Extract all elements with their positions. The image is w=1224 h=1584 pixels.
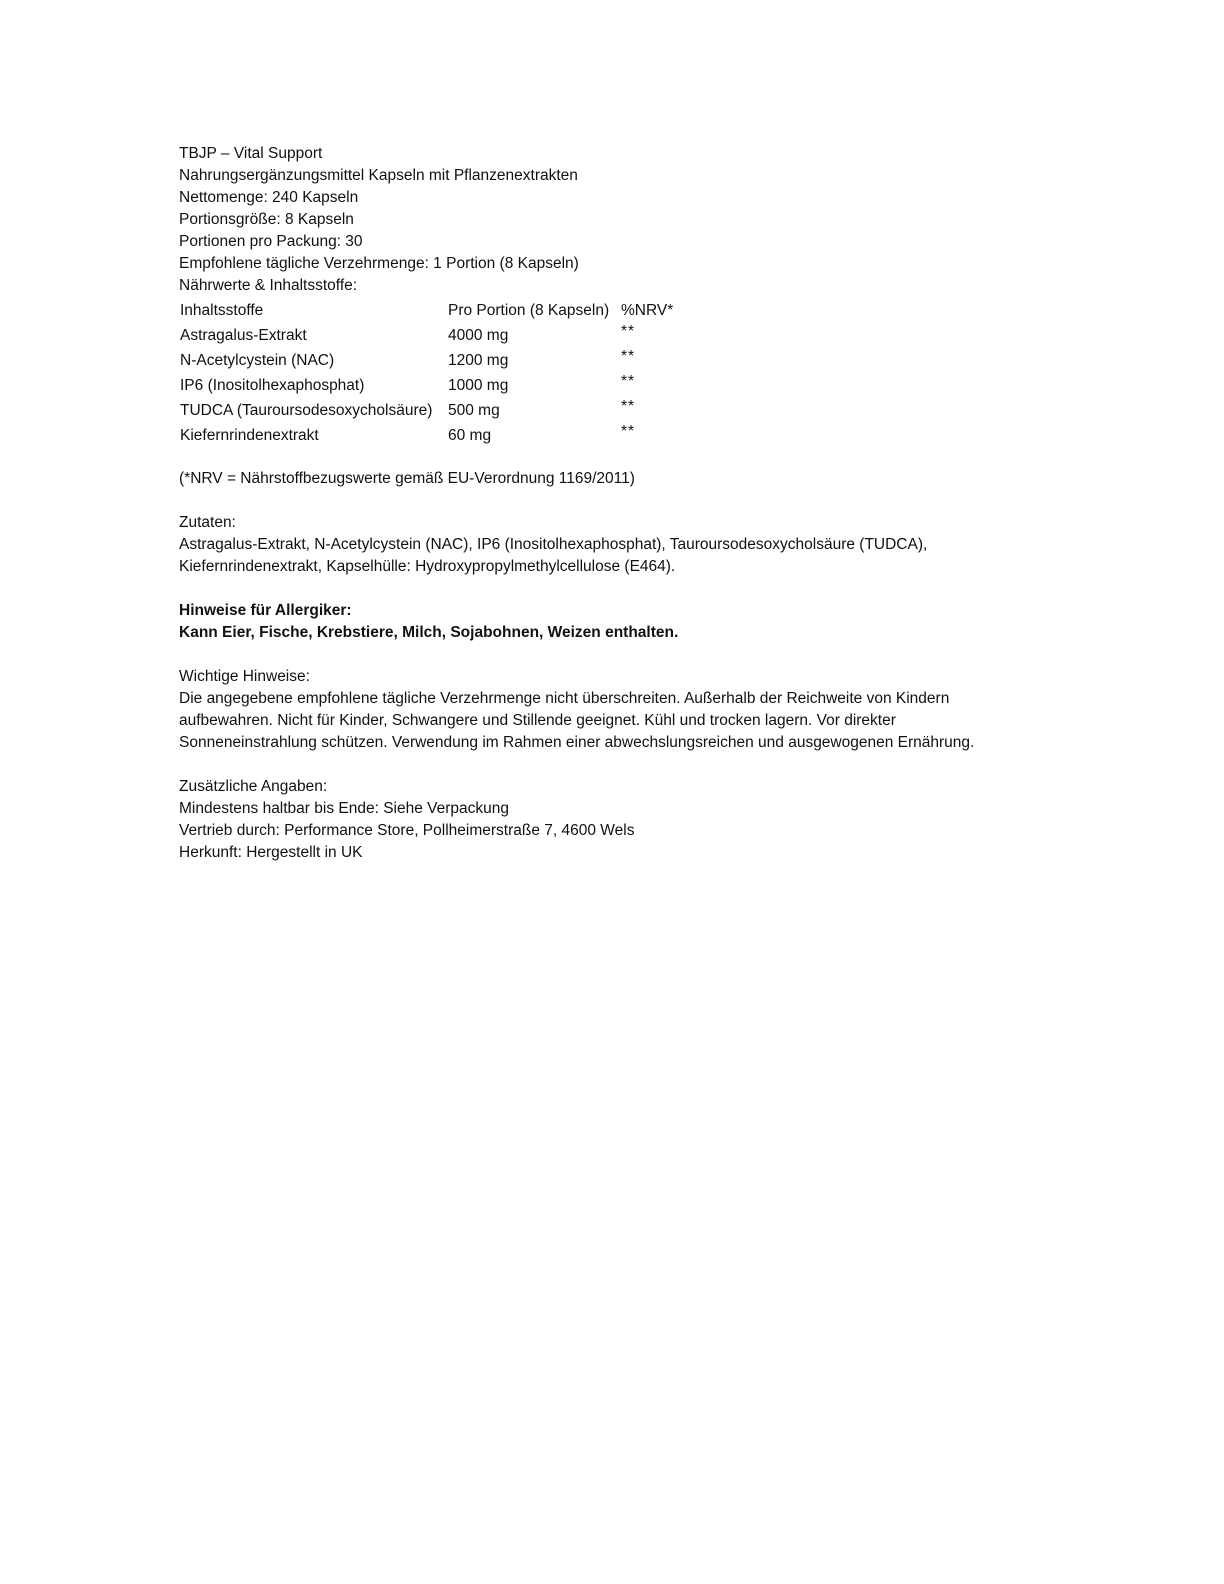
net-quantity: Nettomenge: 240 Kapseln: [179, 189, 359, 206]
ingredient-amount: 1200 mg: [448, 351, 509, 369]
ingredient-name: TUDCA (Tauroursodesoxycholsäure): [180, 401, 433, 419]
ingredient-nrv: [621, 323, 681, 348]
ingredient-nrv: [621, 348, 681, 373]
nutrient-table-header-row: [180, 298, 681, 323]
origin: Herkunft: Hergestellt in UK: [179, 844, 363, 861]
ingredient-name: IP6 (Inositolhexaphosphat): [180, 376, 365, 394]
recommended-daily-intake: Empfohlene tägliche Verzehrmenge: 1 Portion (8 Kapseln): [179, 255, 579, 272]
ingredient-name: Kiefernrindenextrakt: [180, 426, 319, 444]
table-row: [180, 323, 681, 348]
ingredient-nrv: [621, 423, 681, 448]
product-name: TBJP – Vital Support: [179, 145, 323, 162]
nrv-value: **: [621, 397, 636, 415]
nrv-value: **: [621, 322, 636, 340]
ingredient-amount: 500 mg: [448, 401, 500, 419]
additional-info-heading: Zusätzliche Angaben:: [179, 778, 328, 795]
distributor: Vertrieb durch: Performance Store, Pollheimerstraße 7, 4600 Wels: [179, 822, 635, 839]
nrv-value: **: [621, 347, 636, 365]
serving-size: Portionsgröße: 8 Kapseln: [179, 211, 354, 228]
important-notes-line: Die angegebene empfohlene tägliche Verzehrmenge nicht überschreiten. Außerhalb der Reichweite von Kindern: [179, 690, 950, 707]
table-row: [180, 398, 681, 423]
allergy-text: Kann Eier, Fische, Krebstiere, Milch, Sojabohnen, Weizen enthalten.: [179, 624, 679, 641]
ingredient-name: N-Acetylcystein (NAC): [180, 351, 335, 369]
table-row: [180, 373, 681, 398]
nrv-footnote: (*NRV = Nährstoffbezugswerte gemäß EU-Verordnung 1169/2011): [179, 470, 635, 487]
ingredients-heading: Zutaten:: [179, 514, 236, 531]
column-header-ingredient: Inhaltsstoffe: [180, 301, 264, 319]
ingredients-text-line: Astragalus-Extrakt, N-Acetylcystein (NAC), IP6 (Inositolhexaphosphat), Tauroursodesoxycholsäure (TUDCA),: [179, 536, 928, 553]
column-header-per-portion: Pro Portion (8 Kapseln): [448, 301, 610, 319]
label-document: [179, 143, 1059, 864]
column-header-nrv: %NRV*: [621, 301, 674, 319]
nutrient-table: [180, 298, 681, 448]
nutrients-heading: Nährwerte & Inhaltsstoffe:: [179, 277, 358, 294]
best-before: Mindestens haltbar bis Ende: Siehe Verpackung: [179, 800, 510, 817]
ingredient-amount: 60 mg: [448, 426, 492, 444]
important-notes-line: aufbewahren. Nicht für Kinder, Schwangere und Stillende geeignet. Kühl und trocken lagern. Vor direkter: [179, 712, 896, 729]
important-notes-line: Sonneneinstrahlung schützen. Verwendung im Rahmen einer abwechslungsreichen und ausgewogenen Ernährung.: [179, 734, 975, 751]
allergy-heading: Hinweise für Allergiker:: [179, 602, 352, 619]
table-row: [180, 423, 681, 448]
ingredient-nrv: [621, 398, 681, 423]
ingredient-amount: 4000 mg: [448, 326, 509, 344]
ingredient-amount: 1000 mg: [448, 376, 509, 394]
ingredient-name: Astragalus-Extrakt: [180, 326, 307, 344]
nrv-value: **: [621, 372, 636, 390]
product-description: Nahrungsergänzungsmittel Kapseln mit Pflanzenextrakten: [179, 167, 578, 184]
important-notes-heading: Wichtige Hinweise:: [179, 668, 310, 685]
servings-per-pack: Portionen pro Packung: 30: [179, 233, 363, 250]
table-row: [180, 348, 681, 373]
nrv-value: **: [621, 422, 636, 440]
ingredients-text-line: Kiefernrindenextrakt, Kapselhülle: Hydroxypropylmethylcellulose (E464).: [179, 558, 676, 575]
ingredient-nrv: [621, 373, 681, 398]
